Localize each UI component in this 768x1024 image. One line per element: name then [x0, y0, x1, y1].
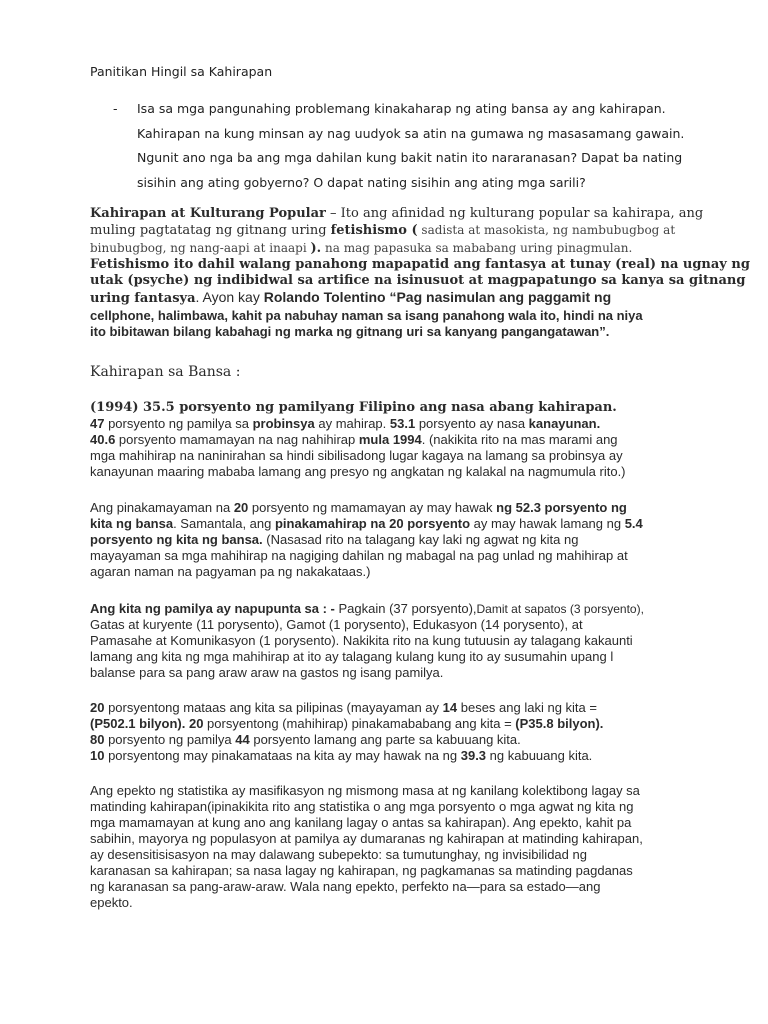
emphasis-run: utak (psyche) ng indibidwal sa artifice na isinusuot at magpapatungo sa kanya sa gitnang	[90, 273, 746, 289]
text-run: Pagkain (37 porsyento),	[334, 601, 477, 616]
paragraph-line: matinding kahirapan(ipinakikita rito ang statistika o ang mga porsyento o mga agwat ng kita ng	[90, 799, 634, 814]
paragraph-line	[90, 432, 690, 448]
emphasis-run: kita ng bansa	[90, 516, 174, 531]
text-run: na mag papasuka sa mababang uring pinagmulan.	[321, 240, 633, 255]
paragraph-line	[90, 222, 690, 239]
emphasis-run: fetishismo (	[330, 223, 418, 239]
text-run: (Nasasad rito na talagang kay laki ng agwat ng kita ng	[262, 532, 579, 547]
kulturang-popular-paragraph	[90, 206, 750, 340]
bullet-dash: -	[113, 101, 118, 116]
paragraph-line	[90, 273, 746, 289]
number: 20	[233, 500, 249, 515]
emphasis-run: mula 1994	[358, 432, 422, 447]
emphasis-run: uring fantasya	[90, 291, 196, 307]
intro-line: sisihin ang ating gobyerno? O dapat nating sisihin ang ating mga sarili?	[137, 174, 586, 190]
paragraph-line: agaran naman na pagyaman pa ng nakakataas.)	[90, 564, 371, 579]
text-run: Ang pinakamayaman na	[90, 500, 234, 515]
text-run: ng kabuuang kita.	[486, 748, 593, 763]
number: 44	[235, 732, 250, 747]
text-run: porsyentong (mahihirap) pinakamababang ang kita =	[203, 716, 516, 731]
number: 47	[90, 416, 105, 431]
intro-bullet-block	[113, 97, 684, 195]
income-distribution-paragraph	[90, 700, 690, 764]
paragraph-line: epekto.	[90, 895, 133, 910]
quote-run: “Pag nasimulan ang paggamit ng	[385, 289, 612, 306]
statistics-paragraph	[90, 400, 690, 480]
paragraph-line	[90, 289, 690, 307]
emphasis-run: pinakamahirap na 20 porsyento	[274, 516, 471, 531]
emphasis-run: kanayunan.	[528, 416, 601, 431]
text-run: porsyento ng mamamayan ay may hawak	[248, 500, 497, 515]
number: 5.4	[624, 516, 643, 531]
kahirapan-sa-bansa-heading: Kahirapan sa Bansa :	[90, 364, 241, 380]
intro-line: Isa sa mga pangunahing problemang kinakaharap ng ating bansa ay ang kahirapan.	[137, 101, 666, 116]
intro-line: Ngunit ano nga ba ang mga dahilan kung bakit natin ito nararanasan? Dapat ba nating	[137, 150, 683, 165]
paragraph-line: balanse para sa pang araw araw na gastos ng isang pamilya.	[90, 665, 444, 680]
text-run: muling pagtatatag ng gitnang uring	[90, 223, 331, 239]
emphasis-run: (P502.1 bilyon). 20	[90, 716, 204, 731]
text-run: – Ito ang afinidad ng kulturang popular sa kahirapa, ang	[325, 206, 704, 221]
text-run: porsyento lamang ang parte sa kabuuang kita.	[249, 732, 521, 747]
intro-lines	[137, 97, 684, 195]
paragraph-line	[90, 700, 690, 716]
number: 39.3	[460, 748, 487, 763]
text-run: porsyentong mataas ang kita sa pilipinas (mayayaman ay	[104, 700, 443, 715]
text-run: ay may hawak lamang ng	[470, 516, 625, 531]
paragraph-line	[90, 240, 690, 257]
paragraph-line: karanasan sa kahirapan; sa nasa lagay ng kahirapan, ng pagkamanas sa matinding pagdanas	[90, 863, 633, 878]
paragraph-line	[90, 532, 690, 548]
paragraph-line	[90, 716, 690, 732]
text-run: . (nakikita rito na mas marami ang	[421, 432, 618, 447]
paragraph-line: kanayunan maaring mababa lamang ang presyo ng angkatan ng kalakal na nagmumula rito.)	[90, 464, 626, 479]
text-run: Damit at sapatos (3 porsyento),	[476, 602, 644, 616]
paragraph-line: Gatas at kuryente (11 porysento), Gamot (1 porysento), Edukasyon (14 porysento), at	[90, 617, 583, 632]
paragraph-line	[90, 748, 690, 764]
paragraph-line: ng karanasan sa pang-araw-araw. Wala nang epekto, perfekto na—para sa estado—ang	[90, 879, 601, 894]
paragraph-line	[90, 601, 690, 617]
section-term: Kahirapan at Kulturang Popular	[90, 206, 326, 221]
epekto-paragraph	[90, 783, 690, 911]
number: 10	[90, 748, 105, 763]
number: 14	[442, 700, 458, 715]
family-income-paragraph	[90, 601, 690, 681]
paragraph-line	[90, 416, 690, 432]
quote-run: cellphone, halimbawa, kahit pa nabuhay naman sa isang panahong wala ito, hindi na niya	[90, 307, 643, 323]
paragraph-line	[90, 308, 690, 324]
number: 40.6	[90, 432, 116, 447]
wealth-gap-paragraph	[90, 500, 690, 580]
paragraph-line: sabihin, mayorya ng populasyon at pamilya ay dumaranas ng kahirapan at matinding kahirapan,	[90, 831, 643, 846]
paragraph-line: ay desensitisisasyon na may dalawang subepekto: sa tumutunghay, ng invisibilidad ng	[90, 847, 587, 862]
emphasis-run: ng 52.3 porsyento ng	[496, 500, 627, 515]
text-run: porsyento mamamayan na nag nahihirap	[115, 432, 359, 447]
author-name: Rolando Tolentino	[263, 289, 386, 306]
text-run: ay mahirap.	[314, 416, 390, 431]
paragraph-line	[90, 732, 690, 748]
emphasis-run: Fetishismo ito dahil walang panahong mapapatid ang fantasya at tunay (real) na ugnay ng	[90, 256, 750, 272]
paragraph-line: mga mahihirap na naninirahan sa hindi sibilisadong lugar kagaya na lamang sa probinsya ay	[90, 448, 623, 463]
text-run: . Samantala, ang	[173, 516, 275, 531]
paragraph-line: lamang ang kita ng mga mahihirap at ito ay talagang kulang kung ito ay susumahin upang l	[90, 649, 614, 664]
intro-line: Kahirapan na kung minsan ay nag uudyok sa atin na gumawa ng masasamang gawain.	[137, 125, 685, 141]
paragraph-line	[90, 256, 750, 273]
text-run: porsyentong may pinakamataas na kita ay may hawak na ng	[104, 748, 461, 763]
emphasis-run: (P35.8 bilyon).	[515, 716, 604, 731]
emphasis-run: probinsya	[252, 416, 315, 431]
number: 53.1	[389, 416, 416, 431]
paragraph-line	[90, 516, 690, 532]
text-run: porsyento ay nasa	[415, 416, 529, 431]
text-run: . Ayon kay	[195, 289, 264, 306]
text-run: sadista at masokista, ng nambubugbog at	[417, 223, 676, 238]
text-run: porsyento ng pamilya sa	[104, 416, 253, 431]
paragraph-line	[90, 400, 690, 416]
text-run: porsyento ng pamilya	[104, 732, 236, 747]
document-title: Panitikan Hingil sa Kahirapan	[90, 64, 273, 79]
emphasis-run: ).	[310, 240, 322, 256]
paragraph-line: mga mamamayan at kung ano ang kanilang lagay o antas sa kahirapan). Ang epekto, kahit pa	[90, 815, 632, 830]
text-run: beses ang laki ng kita =	[457, 700, 597, 715]
number: 80	[90, 732, 105, 747]
paragraph-line	[90, 324, 690, 340]
paragraph-line	[90, 206, 704, 222]
emphasis-run: Ang kita ng pamilya ay napupunta sa : -	[90, 601, 335, 616]
paragraph-line	[90, 500, 690, 516]
quote-run: ito bibitawan bilang kabahagi ng marka ng gitnang uri sa kanyang pangangatawan”.	[90, 324, 610, 340]
text-run: binubugbog, ng nang-aapi at inaapi	[90, 240, 311, 255]
emphasis-run: porsyento ng kita ng bansa.	[90, 532, 263, 547]
paragraph-line: Pamasahe at Komunikasyon (1 porysento). Nakikita rito na kung tutuusin ay talagang kakaunti	[90, 633, 633, 648]
paragraph-line: Ang epekto ng statistika ay masifikasyon ng mismong masa at ng kanilang kolektibong lagay sa	[90, 783, 640, 798]
paragraph-line: mayayaman sa mga mahihirap na nagiging dahilan ng mabagal na pag unlad ng mahihirap at	[90, 548, 628, 563]
number: 20	[90, 700, 105, 715]
emphasis-run: (1994) 35.5 porsyento ng pamilyang Filipino ang nasa abang kahirapan.	[90, 400, 617, 415]
